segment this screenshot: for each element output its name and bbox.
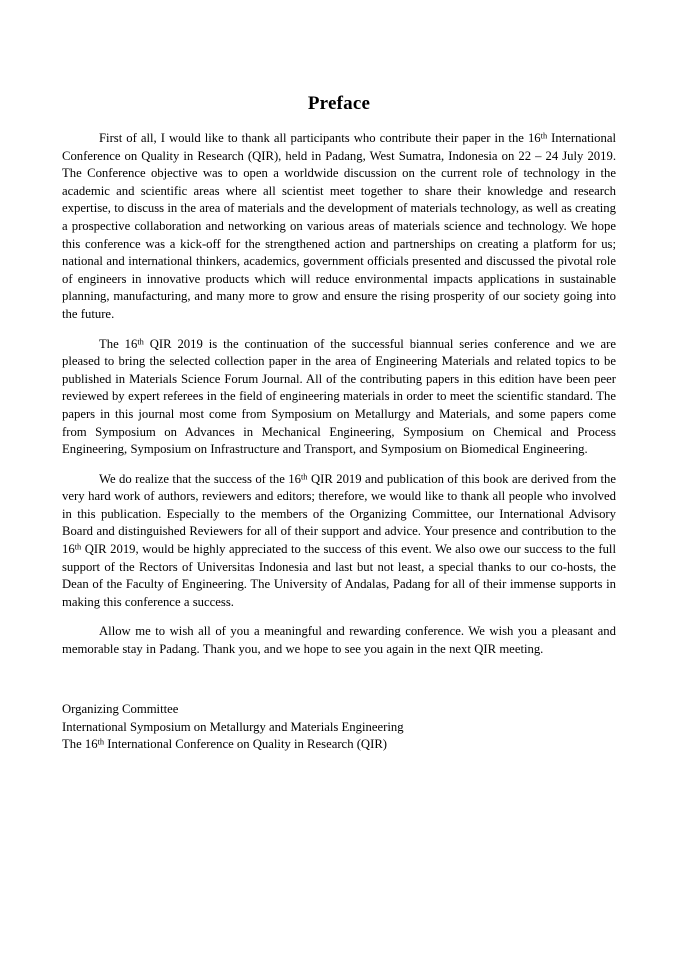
signature-line: International Symposium on Metallurgy and Materials Engineering (62, 719, 404, 734)
page-title: Preface (307, 92, 371, 114)
signature-line: The 16th International Conference on Quality in Research (QIR) (62, 737, 388, 752)
body-paragraph: First of all, I would like to thank all participants who contribute their paper in the 16th International Conference on Quality in Research (QIR), held in Padang, West Sumatra, Indonesia on 22 – 24 July 2019. The Conference objective was to open a worldwide discussion on the current role of technology in the academic and scientific areas where all scientist meet together to share their knowledge and research expertise, to discuss in the area of materials and the development of materials technology, as well as creating a prospective collaboration and networking on various areas of materials science and technology. We hope this conference was a kick-off for the strengthened action and partnerships on creating a platform for us; national and international thinkers, academics, government officials presented and discussed the pivotal role of engineers in innovative products which will reduce environmental impacts applications in sustainable planning, manufacturing, and many more to grow and ensure the rising prosperity of our society going into the future. (62, 131, 616, 321)
ordinal-superscript: th (137, 337, 144, 347)
body-paragraph: Allow me to wish all of you a meaningful and rewarding conference. We wish you a pleasant and memorable stay in Padang. Thank you, and we hope to see you again in the next QIR meeting. (62, 624, 616, 657)
ordinal-superscript: th (300, 472, 308, 482)
ordinal-superscript: th (540, 131, 548, 141)
signature-line: Organizing Committee (62, 702, 179, 716)
document-body (62, 130, 616, 659)
body-paragraph: We do realize that the success of the 16th QIR 2019 and publication of this book are derived from the very hard work of authors, reviewers and editors; therefore, we would like to thank all people who involved in this publication. Especially to the members of the Organizing Committee, our International Advisory Board and distinguished Reviewers for all of their support and advice. Your presence and contribution to the 16th QIR 2019, would be highly appreciated to the success of this event. We also owe our success to the full support of the Rectors of Universitas Indonesia and last but not least, a special thanks to our co-hosts, the Dean of the Faculty of Engineering. The University of Andalas, Padang for all of their immense supports in making this conference a success. (62, 471, 616, 609)
ordinal-superscript: th (74, 542, 82, 552)
signature-block (62, 701, 616, 754)
body-paragraph: The 16th QIR 2019 is the continuation of the successful biannual series conference and we are pleased to bring the selected collection paper in the area of Engineering Materials and related topics to be published in Materials Science Forum Journal. All of the contributing papers in this edition have been peer reviewed by expert referees in the field of engineering materials in order to meet the scientific standard. The papers in this journal most come from Symposium on Metallurgy and Materials, and some papers come from Symposium on Advances in Mechanical Engineering, Symposium on Chemical and Process Engineering, Symposium on Infrastructure and Transport, and Symposium on Biomedical Engineering. (62, 336, 616, 457)
ordinal-superscript: th (97, 737, 105, 747)
